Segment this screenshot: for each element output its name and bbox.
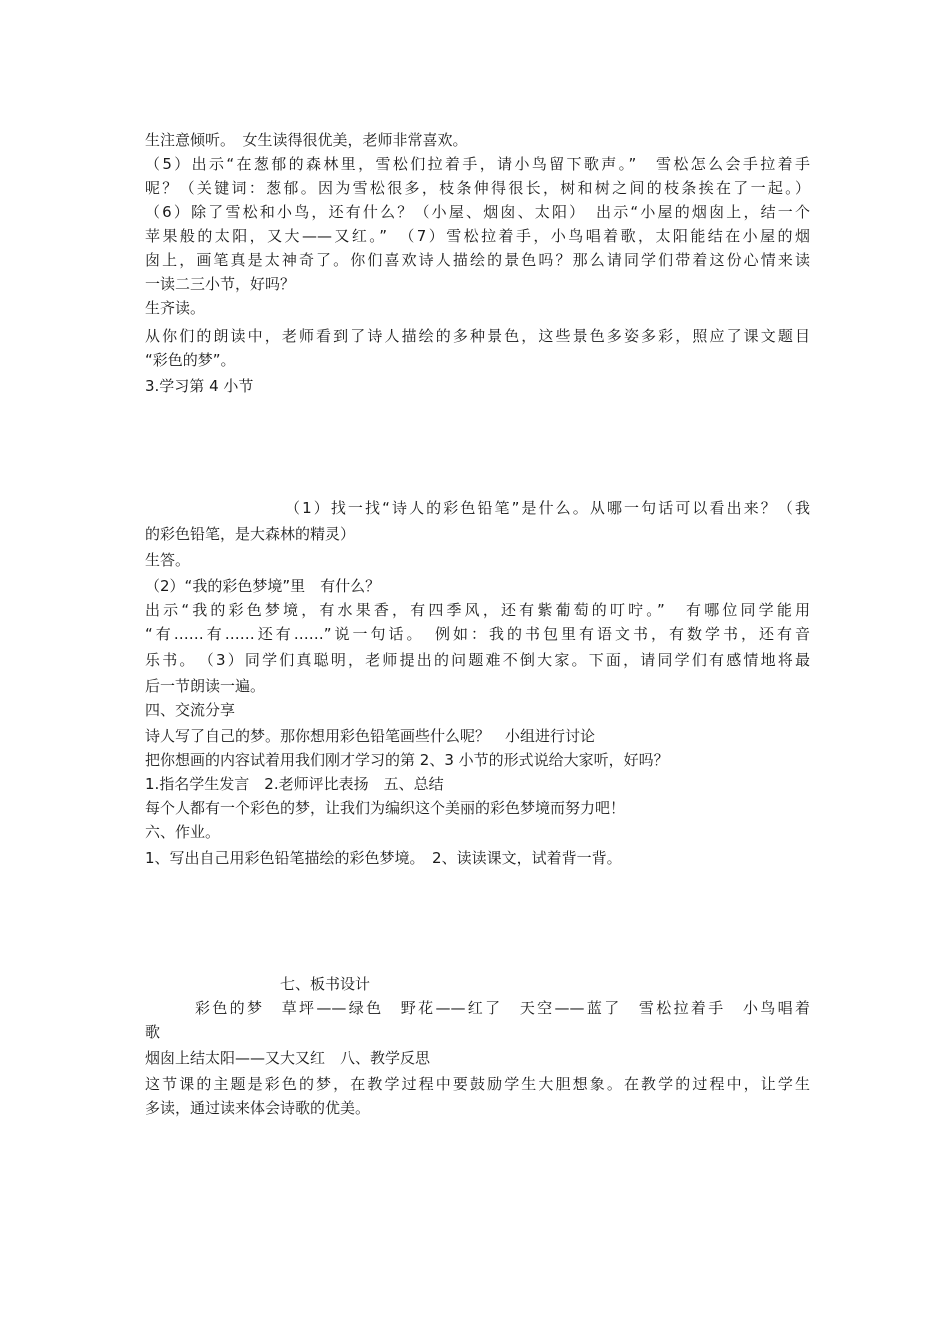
text-line: 囱上，画笔真是太神奇了。你们喜欢诗人描绘的景色吗？那么请同学们带着这份心情来读: [145, 251, 810, 269]
text-line: 把你想画的内容试着用我们刚才学习的第 2、3 小节的形式说给大家听，好吗？: [145, 751, 669, 769]
text-line: 生注意倾听。 女生读得很优美，老师非常喜欢。: [145, 131, 468, 149]
text-line: 每个人都有一个彩色的梦，让我们为编织这个美丽的彩色梦境而努力吧！: [145, 799, 626, 817]
text-line: 苹果般的太阳，又大——又红。” （7）雪松拉着手，小鸟唱着歌，太阳能结在小屋的烟: [145, 227, 810, 245]
text-line: “有……有……还有……”说一句话。 例如：我的书包里有语文书，有数学书，还有音: [145, 625, 810, 643]
section-heading: 四、交流分享: [145, 701, 236, 719]
text-line: 多读，通过读来体会诗歌的优美。: [145, 1099, 371, 1117]
text-line: （5）出示“在葱郁的森林里，雪松们拉着手，请小鸟留下歌声。” 雪松怎么会手拉着手: [145, 155, 810, 173]
text-line: 生齐读。: [145, 299, 206, 317]
text-line: 烟囱上结太阳——又大又红 八、教学反思: [145, 1049, 431, 1067]
text-line: 生答。: [145, 551, 191, 569]
text-line: 一读二三小节，好吗？: [145, 275, 296, 293]
text-line: 乐书。 （3）同学们真聪明，老师提出的问题难不倒大家。下面，请同学们有感情地将最: [145, 651, 810, 669]
text-line: 这节课的主题是彩色的梦，在教学过程中要鼓励学生大胆想象。在教学的过程中，让学生: [145, 1075, 810, 1093]
text-line: 彩色的梦 草坪——绿色 野花——红了 天空——蓝了 雪松拉着手 小鸟唱着: [195, 999, 810, 1017]
section-heading: 六、作业。: [145, 823, 221, 841]
text-line: 呢？（关键词：葱郁。因为雪松很多，枝条伸得很长，树和树之间的枝条挨在了一起。）: [145, 179, 810, 197]
text-line: （2）“我的彩色梦境”里 有什么？: [145, 577, 381, 595]
text-line: 诗人写了自己的梦。那你想用彩色铅笔画些什么呢？ 小组进行讨论: [145, 727, 596, 745]
text-line: 从你们的朗读中，老师看到了诗人描绘的多种景色，这些景色多姿多彩，照应了课文题目: [145, 327, 810, 345]
text-line: 后一节朗读一遍。: [145, 677, 266, 695]
text-line: 1、写出自己用彩色铅笔描绘的彩色梦境。 2、读读课文，试着背一背。: [145, 849, 622, 867]
text-line: 出示“我的彩色梦境，有水果香，有四季风，还有紫葡萄的叮咛。” 有哪位同学能用: [145, 601, 810, 619]
text-line: （6）除了雪松和小鸟，还有什么？（小屋、烟囱、太阳） 出示“小屋的烟囱上，结一个: [145, 203, 810, 221]
text-line: 歌: [145, 1023, 161, 1041]
section-heading: 七、板书设计: [280, 975, 371, 993]
text-line: 的彩色铅笔，是大森林的精灵）: [145, 525, 356, 543]
text-line: “彩色的梦”。: [145, 351, 236, 369]
text-line: 1.指名学生发言 2.老师评比表扬 五、总结: [145, 775, 444, 793]
section-heading: 3.学习第 4 小节: [145, 377, 254, 395]
text-line: （1）找一找“诗人的彩色铅笔”是什么。从哪一句话可以看出来？（我: [285, 499, 810, 517]
